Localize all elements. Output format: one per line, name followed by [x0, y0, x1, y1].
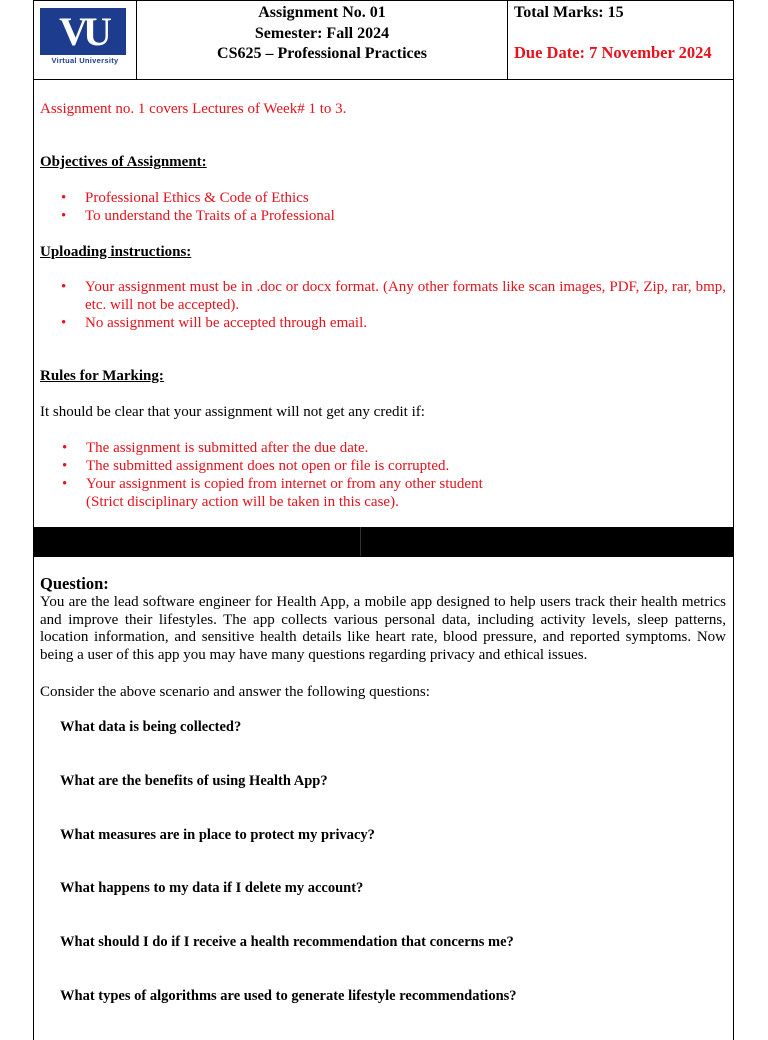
list-item: • To understand the Traits of a Professional [61, 208, 335, 224]
question-item: What should I do if I receive a health recommendation that concerns me? [60, 934, 514, 950]
logo-cell [34, 1, 137, 79]
uploading-list [40, 278, 726, 332]
question-prompt: Consider the above scenario and answer the following questions: [40, 684, 430, 700]
university-logo: VU [40, 8, 126, 55]
assignment-number: Assignment No. 01 [258, 4, 386, 21]
uploading-heading: Uploading instructions: [40, 244, 192, 260]
question-item: What data is being collected? [60, 719, 242, 735]
question-item: What measures are in place to protect my privacy? [60, 827, 375, 843]
marks-cell [508, 1, 733, 79]
logo-subtitle: Virtual University [51, 56, 119, 65]
question-item: What happens to my data if I delete my account? [60, 880, 364, 896]
section-divider-band [33, 527, 734, 556]
coverage-note: Assignment no. 1 covers Lectures of Week# 1 to 3. [40, 101, 347, 117]
course-title: CS625 – Professional Practices [217, 45, 427, 62]
list-item-note: (Strict disciplinary action will be taken in this case). [86, 494, 399, 510]
question-item: What are the benefits of using Health App? [60, 773, 328, 789]
semester: Semester: Fall 2024 [254, 24, 390, 42]
marking-list [41, 439, 727, 511]
list-item: • Professional Ethics & Code of Ethics [61, 190, 309, 206]
band-divider [360, 527, 361, 556]
list-item: • No assignment will be accepted through email. [61, 315, 368, 331]
question-title: Question: [40, 574, 109, 593]
title-cell [137, 1, 508, 79]
list-item: • Your assignment is copied from internet or from any other student [62, 476, 483, 492]
marking-intro: It should be clear that your assignment will not get any credit if: [40, 404, 425, 420]
list-item: • Your assignment must be in .doc or docx format. (Any other formats like scan images, PDF, Zip, rar, bmp, etc. will not be accepted). [61, 279, 726, 313]
list-item: • The submitted assignment does not open or file is corrupted. [62, 458, 450, 474]
band-border [33, 556, 734, 557]
due-date: Due Date: 7 November 2024 [514, 43, 712, 62]
header-table [33, 0, 734, 80]
marking-heading: Rules for Marking: [40, 368, 164, 384]
total-marks: Total Marks: 15 [514, 4, 624, 21]
objectives-heading: Objectives of Assignment: [40, 154, 207, 170]
question-scenario: You are the lead software engineer for Health App, a mobile app designed to help users track their health metrics and improve their lifestyles. The app collects various personal data, including activity levels, sleep patterns, location information, and sensitive health details like heart rate, blood pressure, and reported symptoms. Now being a user of this app you may have many questions regarding privacy and ethical issues. [40, 594, 726, 664]
question-item: What types of algorithms are used to generate lifestyle recommendations? [60, 988, 517, 1004]
list-item: • The assignment is submitted after the due date. [62, 440, 369, 456]
objectives-list [40, 189, 726, 225]
